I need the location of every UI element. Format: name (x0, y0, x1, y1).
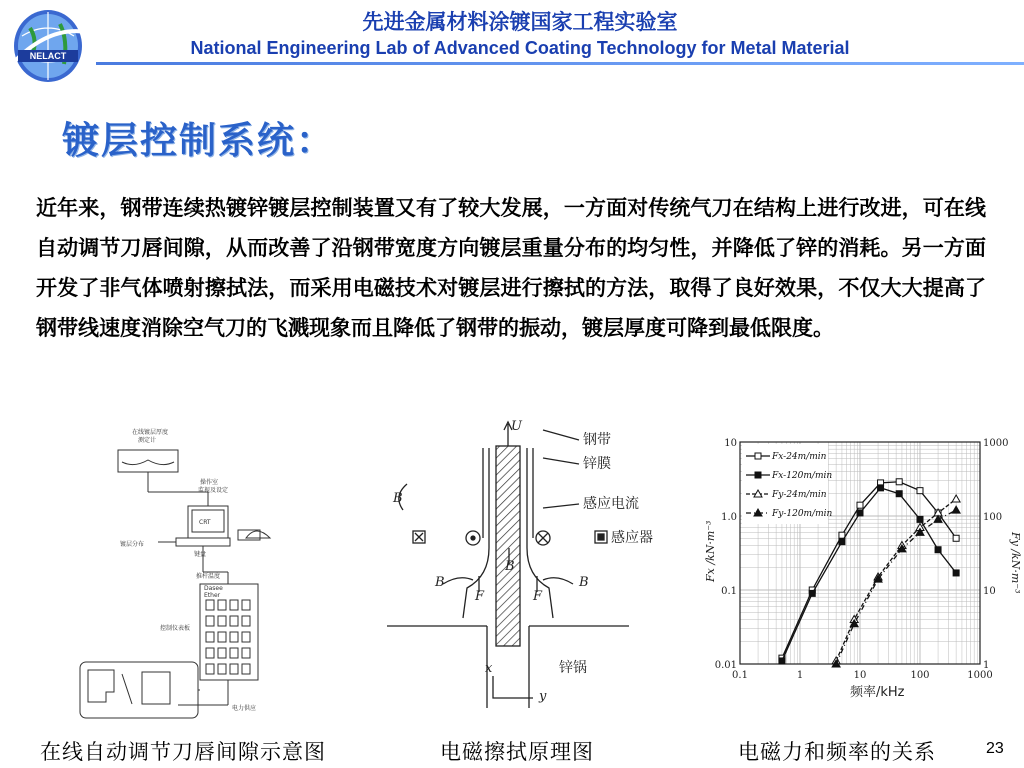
data-point (917, 516, 923, 522)
label-keyboard: 键盘 (194, 551, 207, 558)
data-point (755, 453, 761, 459)
y-right-tick-label: 1000 (983, 438, 1009, 449)
label-steel-strip: 钢带 (583, 432, 611, 448)
data-point (953, 535, 959, 541)
label-push-rod: 推杆温度 (196, 573, 221, 580)
y-left-tick-label: 10 (724, 438, 737, 449)
data-point (935, 547, 941, 553)
label-zinc-film: 锌膜 (583, 456, 611, 472)
legend-label: Fx-120m/min (772, 471, 833, 481)
section-title: 镀层控制系统： (62, 119, 335, 162)
data-point (878, 485, 884, 491)
legend-label: Fx-24m/min (772, 452, 827, 462)
body-paragraph: 近年来，钢带连续热镀锌镀层控制装置又有了较大发展，一方面对传统气刀在结构上进行改进，可在线自动调节刀唇间隙，从而改善了沿钢带宽度方向镀层重量分布的均匀性，并降低了锌的消耗。另一方面开发了非气体喷射擦拭法，而采用电磁技术对镀层进行擦拭的方法，取得了良好效果，不仅大大提高了钢带线速度消除空气刀的飞溅现象而且降低了钢带的振动，镀层厚度可降到最低限度。 (36, 196, 986, 340)
thickness-gauge-display (118, 450, 178, 472)
page-number: 23 (986, 740, 1004, 757)
label-y: y (539, 689, 547, 704)
x-tick-label: 10 (853, 670, 867, 681)
chart-ylabel-left: Fx /kN·m⁻³ (704, 520, 717, 582)
label-x: x (485, 661, 493, 676)
data-point (917, 488, 923, 494)
label-induced-current: 感应电流 (583, 496, 639, 512)
label-control-panel: 控制仪表板 (160, 625, 191, 632)
data-point (896, 479, 902, 485)
x-tick-label: 100 (910, 670, 930, 681)
caption-lip-gap: 在线自动调节刀唇间隙示意图 (40, 740, 326, 764)
data-point (839, 539, 845, 545)
data-point (809, 590, 815, 596)
data-point (755, 472, 761, 478)
x-tick-label: 1000 (967, 670, 993, 681)
data-point (952, 506, 960, 513)
legend-label: Fy-120m/min (772, 509, 833, 519)
caption-em-force: 电磁力和频率的关系 (738, 740, 936, 764)
y-left-tick-label: 1.0 (721, 512, 737, 523)
x-tick-label: 1 (796, 670, 804, 681)
label-operator-room-2: 监视及设定 (198, 487, 229, 494)
label-u: U (511, 419, 522, 434)
chart-xlabel: 频率/kHz (850, 685, 905, 700)
label-distribution: 镀层分布 (120, 541, 145, 548)
label-b-center: B (505, 559, 515, 574)
data-point (857, 510, 863, 516)
label-operator-room: 操作室 (200, 479, 219, 486)
label-brand: Dasee (204, 585, 223, 592)
y-left-tick-label: 0.1 (721, 586, 737, 597)
figure-lip-gap-schematic (78, 420, 318, 720)
label-b-right: B (579, 575, 589, 590)
logo-text: NELACT (29, 51, 67, 61)
label-power-supply: 电力供应 (232, 705, 257, 712)
legend-label: Fy-24m/min (772, 490, 827, 500)
y-right-tick-label: 100 (983, 512, 1003, 523)
y-right-tick-label: 10 (983, 586, 996, 597)
label-brand-2: Ether (204, 592, 221, 599)
label-f-right: F (533, 589, 543, 604)
label-thickness-gauge-2: 测定计 (138, 437, 157, 444)
x-tick-label: 0.1 (732, 670, 748, 681)
air-knife-lips (88, 670, 170, 704)
header-divider (96, 62, 1024, 65)
data-point (857, 502, 863, 508)
panel-meters (206, 600, 250, 674)
lab-title-en: National Engineering Lab of Advanced Coating Technology for Metal Material (190, 38, 850, 58)
chart-ylabel-right: Fy /kN·m⁻³ (1009, 532, 1022, 594)
label-b-top: B (393, 491, 403, 506)
label-thickness-gauge: 在线镀层厚度 (132, 429, 169, 436)
chart-legend (742, 444, 833, 524)
operator-figure (246, 531, 270, 538)
chart-em-force-frequency (700, 432, 1022, 704)
lab-title-cn: 先进金属材料涂镀国家工程实验室 (362, 10, 678, 34)
label-zinc-pot: 锌锅 (559, 660, 587, 676)
data-point (896, 491, 902, 497)
header (0, 0, 1024, 88)
label-crt: CRT (199, 519, 211, 526)
label-inductor: 感应器 (611, 530, 653, 546)
label-b-left: B (435, 575, 445, 590)
data-point (779, 658, 785, 664)
data-point (953, 570, 959, 576)
data-point (952, 495, 960, 502)
caption-em-wiping: 电磁擦拭原理图 (440, 740, 594, 764)
y-right-tick-label: 1 (983, 660, 990, 671)
steel-strip (496, 446, 520, 646)
nelact-logo (8, 6, 90, 86)
label-f-left: F (475, 589, 485, 604)
y-left-tick-label: 0.01 (714, 660, 737, 671)
figure-em-wiping (383, 418, 683, 708)
